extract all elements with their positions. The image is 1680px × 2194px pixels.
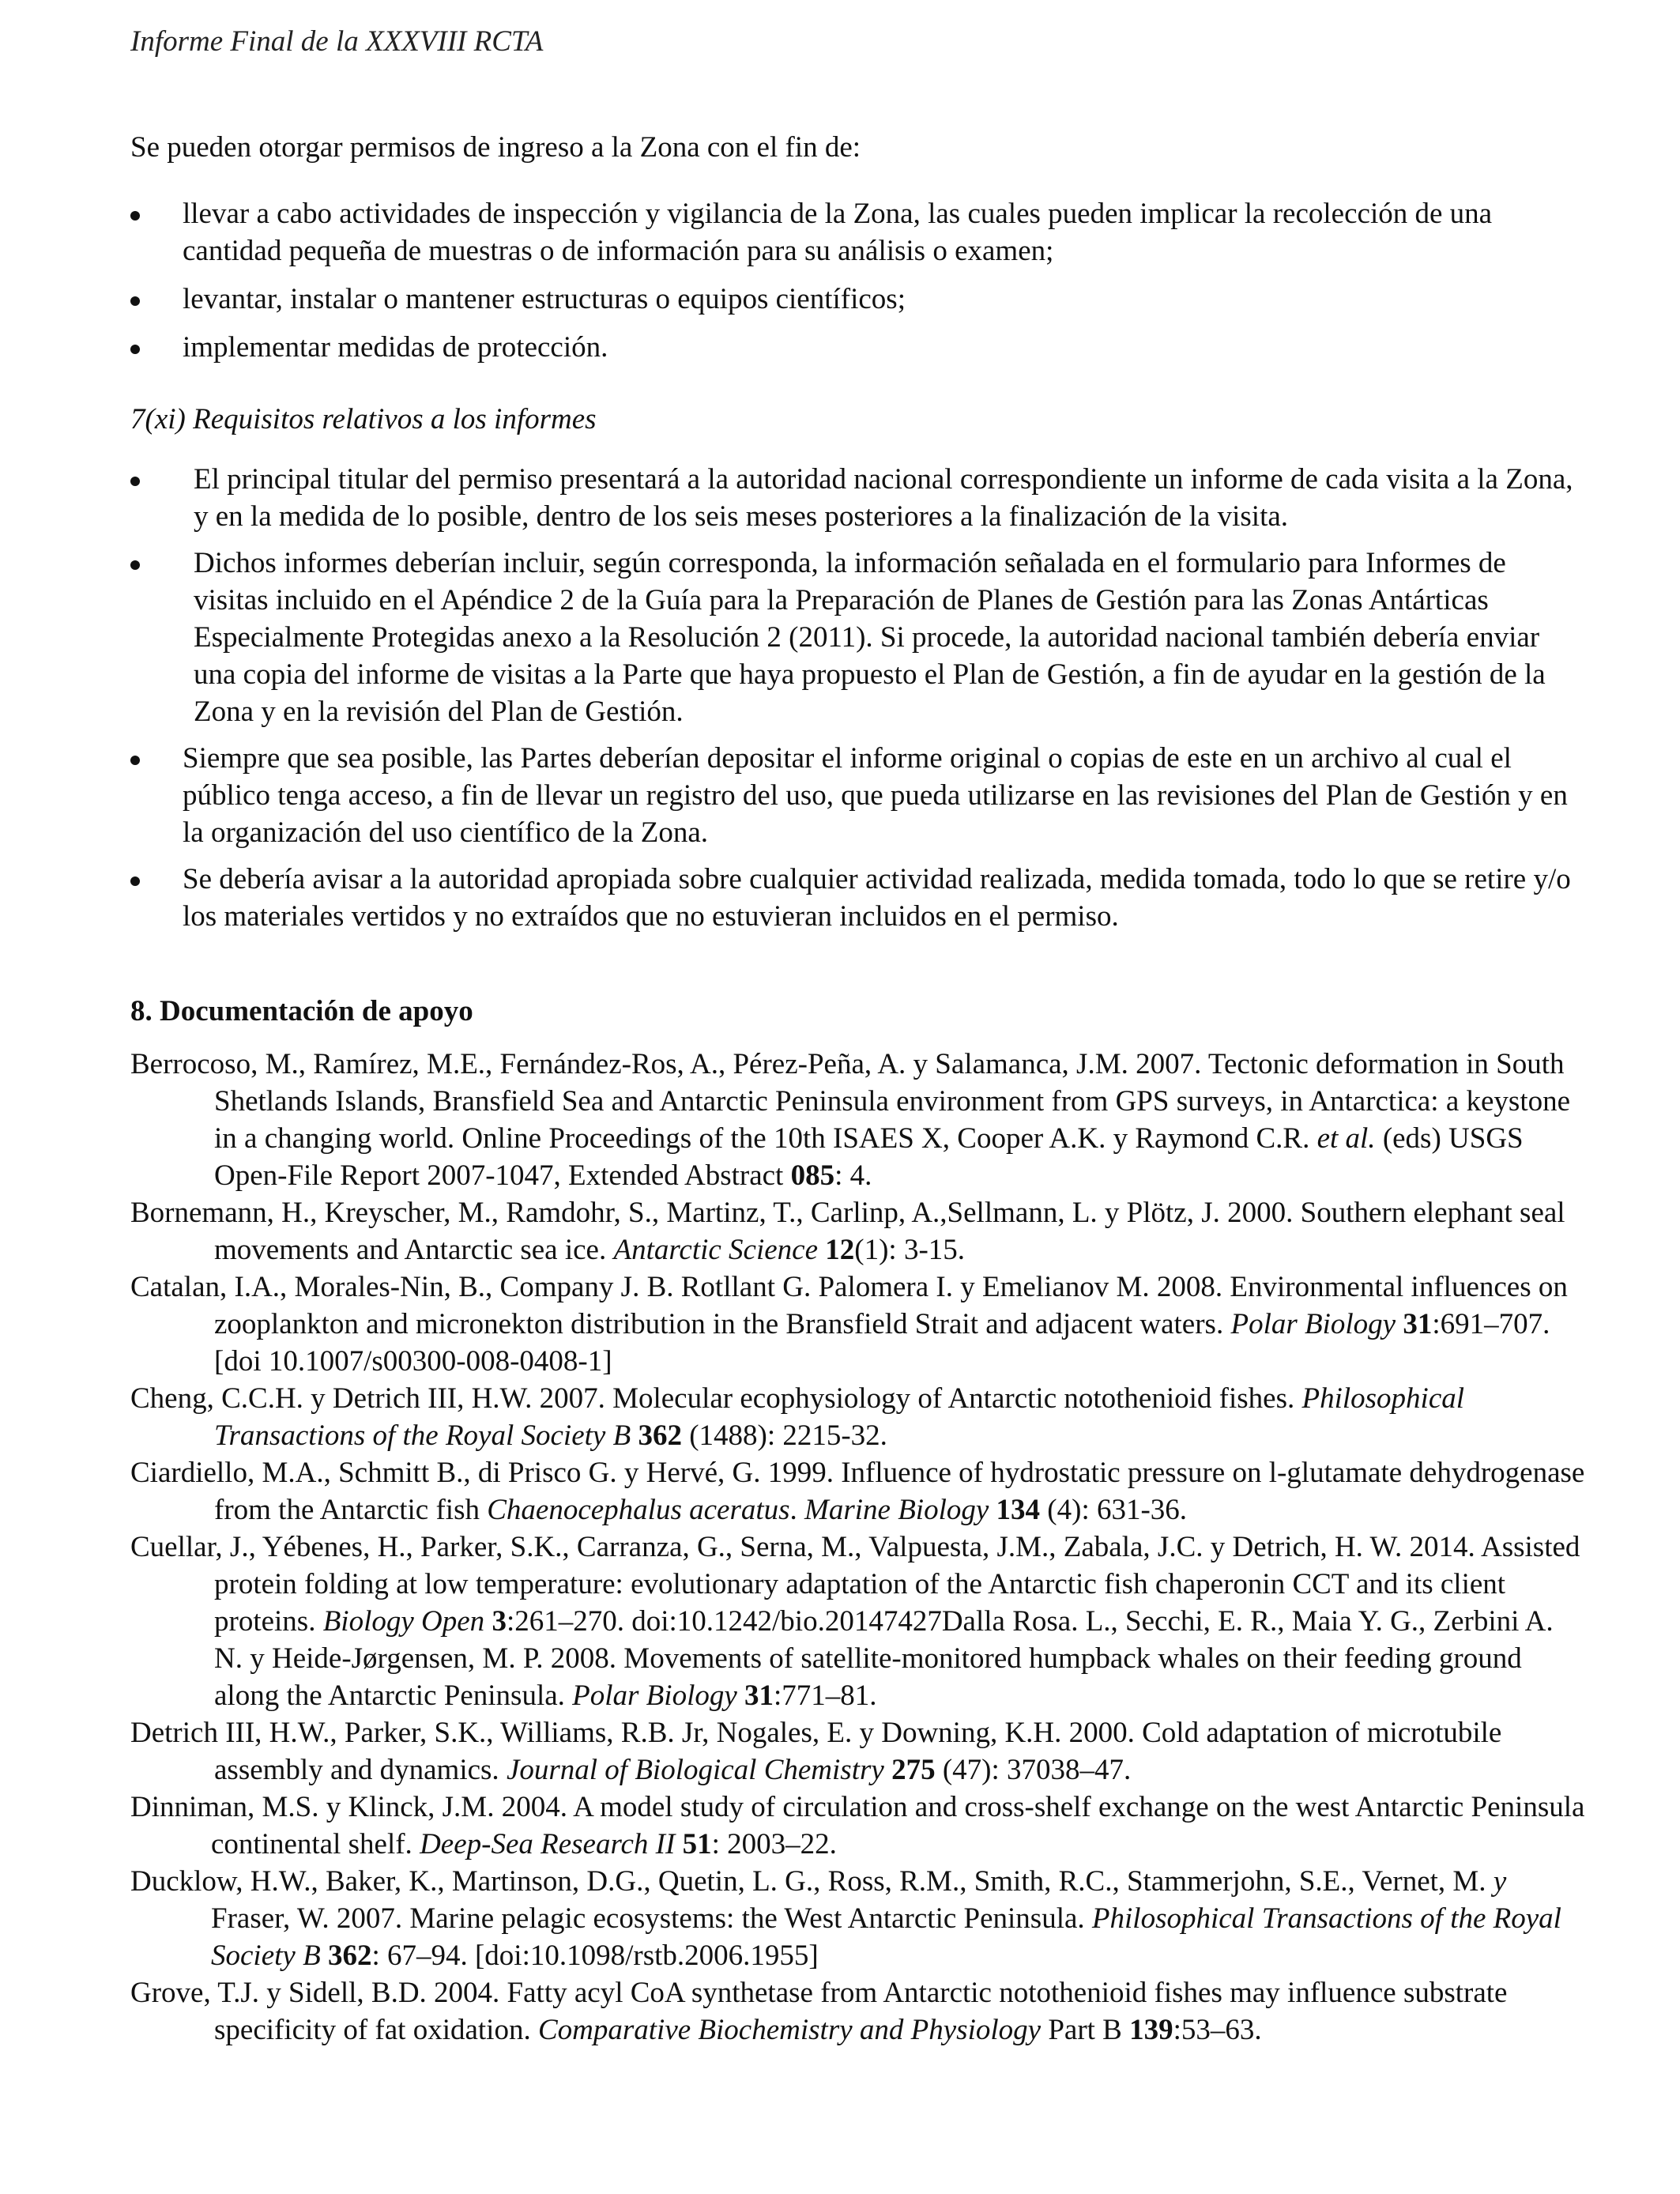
- bullet-icon: [130, 560, 140, 570]
- permit-purposes-list: [130, 195, 1584, 377]
- list-item: Siempre que sea posible, las Partes deberían depositar el informe original o copias de este en un archivo al cual el público tenga acceso, a fin de llevar un registro del uso, que pueda utilizarse en las revisiones del Plan de Gestión y en la organización del uso científico de la Zona.: [130, 740, 1584, 851]
- intro-paragraph: Se pueden otorgar permisos de ingreso a la Zona con el fin de:: [130, 131, 861, 164]
- reference-item: Grove, T.J. y Sidell, B.D. 2004. Fatty acyl CoA synthetase from Antarctic notothenioid fishes may influence substrate specificity of fat oxidation. Comparative Biochemistry and Physiology Part B 139:53–63.: [130, 1977, 1508, 2046]
- subsection-heading: 7(xi) Requisitos relativos a los informes: [130, 403, 597, 435]
- list-item: Se debería avisar a la autoridad apropiada sobre cualquier actividad realizada, medida tomada, todo lo que se retire y/o los materiales vertidos y no extraídos que no estuvieran incluidos en el permiso.: [130, 861, 1584, 935]
- bullet-icon: [130, 296, 140, 306]
- list-item: implementar medidas de protección.: [130, 329, 1584, 366]
- reference-item: Cuellar, J., Yébenes, H., Parker, S.K., Carranza, G., Serna, M., Valpuesta, J.M., Zabala, J.C. y Detrich, H. W. 2014. Assisted protein folding at low temperature: evolutionary adaptation of the Antarctic fish chaperonin CCT and its client proteins. Biology Open 3:261–270. doi:10.1242/bio.20147427Dalla Rosa. L., Secchi, E. R., Maia Y. G., Zerbini A. N. y Heide-Jørgensen, M. P. 2008. Movements of satellite-monitored humpback whales on their feeding ground along the Antarctic Peninsula. Polar Biology 31:771–81.: [130, 1531, 1580, 1712]
- reference-item: Ciardiello, M.A., Schmitt B., di Prisco G. y Hervé, G. 1999. Influence of hydrostatic pressure on l-glutamate dehydrogenase from the Antarctic fish Chaenocephalus aceratus. Marine Biology 134 (4): 631-36.: [130, 1457, 1585, 1526]
- bullet-icon: [130, 756, 140, 765]
- bullet-icon: [130, 477, 140, 486]
- references-list: [130, 1046, 1588, 2049]
- list-item: levantar, instalar o mantener estructuras o equipos científicos;: [130, 281, 1584, 318]
- reference-item: Bornemann, H., Kreyscher, M., Ramdohr, S., Martinz, T., Carlinp, A.,Sellmann, L. y Plötz, J. 2000. Southern elephant seal movements and Antarctic sea ice. Antarctic Science 12(1): 3-15.: [130, 1197, 1565, 1266]
- reference-item: Ducklow, H.W., Baker, K., Martinson, D.G., Quetin, L. G., Ross, R.M., Smith, R.C., Stammerjohn, S.E., Vernet, M. y Fraser, W. 2007. Marine pelagic ecosystems: the West Antarctic Peninsula. Philosophical Transactions of the Royal Society B 362: 67–94. [doi:10.1098/rstb.2006.1955]: [130, 1865, 1561, 1972]
- reference-item: Cheng, C.C.H. y Detrich III, H.W. 2007. Molecular ecophysiology of Antarctic notothenioid fishes. Philosophical Transactions of the Royal Society B 362 (1488): 2215-32.: [130, 1382, 1465, 1452]
- reference-item: Catalan, I.A., Morales-Nin, B., Company J. B. Rotllant G. Palomera I. y Emelianov M. 2008. Environmental influences on zooplankton and micronekton distribution in the Bransfield Strait and adjacent waters. Polar Biology 31:691–707. [doi 10.1007/s00300-008-0408-1]: [130, 1271, 1568, 1378]
- list-item: llevar a cabo actividades de inspección y vigilancia de la Zona, las cuales pueden implicar la recolección de una cantidad pequeña de muestras o de información para su análisis o examen;: [130, 195, 1584, 270]
- bullet-icon: [130, 211, 140, 221]
- list-item: El principal titular del permiso presentará a la autoridad nacional correspondiente un informe de cada visita a la Zona, y en la medida de lo posible, dentro de los seis meses posteriores a la finalización de la visita.: [130, 461, 1584, 535]
- list-item: Dichos informes deberían incluir, según corresponda, la información señalada en el formulario para Informes de visitas incluido en el Apéndice 2 de la Guía para la Preparación de Planes de Gestión para las Zonas Antárticas Especialmente Protegidas anexo a la Resolución 2 (2011). Si procede, la autoridad nacional también debería enviar una copia del informe de visitas a la Parte que haya propuesto el Plan de Gestión, a fin de ayudar en la gestión de la Zona y en la revisión del Plan de Gestión.: [130, 545, 1584, 730]
- reference-item: Detrich III, H.W., Parker, S.K., Williams, R.B. Jr, Nogales, E. y Downing, K.H. 2000. Cold adaptation of microtubile assembly and dynamics. Journal of Biological Chemistry 275 (47): 37038–47.: [130, 1717, 1502, 1786]
- bullet-icon: [130, 345, 140, 354]
- reporting-requirements-list: [130, 461, 1584, 944]
- section-heading: 8. Documentación de apoyo: [130, 995, 473, 1027]
- reference-item: Berrocoso, M., Ramírez, M.E., Fernández-Ros, A., Pérez-Peña, A. y Salamanca, J.M. 2007. Tectonic deformation in South Shetlands Islands, Bransfield Sea and Antarctic Peninsula environment from GPS surveys, in Antarctica: a keystone in a changing world. Online Proceedings of the 10th ISAES X, Cooper A.K. y Raymond C.R. et al. (eds) USGS Open-File Report 2007-1047, Extended Abstract 085: 4.: [130, 1048, 1571, 1192]
- reference-item: Dinniman, M.S. y Klinck, J.M. 2004. A model study of circulation and cross-shelf exchange on the west Antarctic Peninsula continental shelf. Deep-Sea Research II 51: 2003–22.: [130, 1791, 1585, 1860]
- bullet-icon: [130, 876, 140, 886]
- running-header: Informe Final de la XXXVIII RCTA: [130, 25, 544, 58]
